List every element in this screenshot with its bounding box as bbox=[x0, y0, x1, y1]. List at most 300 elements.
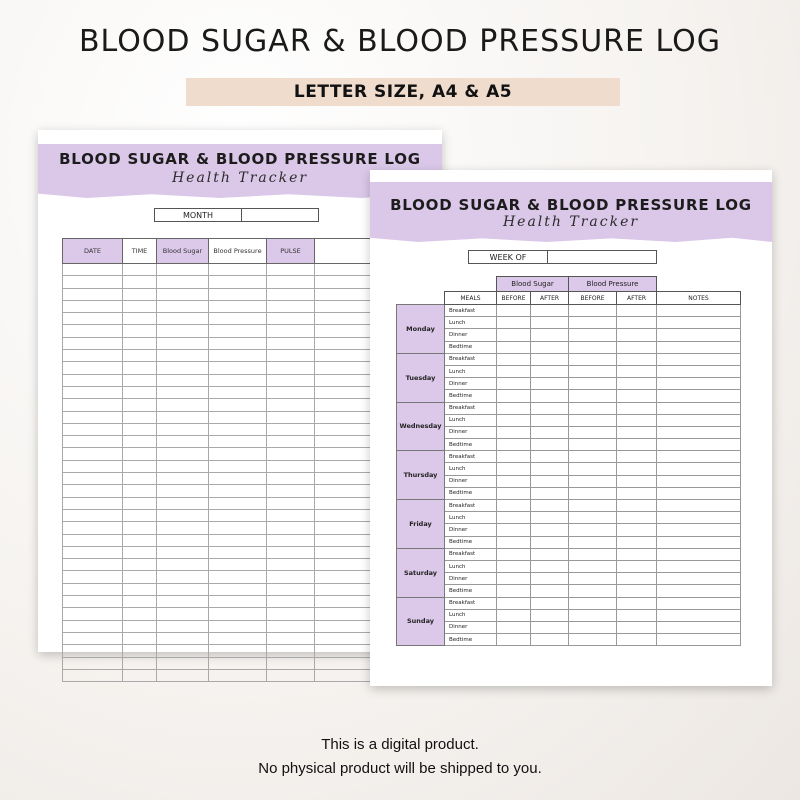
empty-cell bbox=[209, 337, 267, 349]
empty-cell bbox=[617, 560, 657, 572]
day-label: Sunday bbox=[397, 597, 445, 646]
empty-cell bbox=[497, 329, 531, 341]
empty-cell bbox=[123, 350, 157, 362]
table-row bbox=[397, 573, 741, 585]
empty-cell bbox=[267, 571, 315, 583]
empty-cell bbox=[63, 374, 123, 386]
empty-cell bbox=[157, 337, 209, 349]
empty-cell bbox=[63, 276, 123, 288]
table-row bbox=[397, 487, 741, 499]
table-row bbox=[397, 463, 741, 475]
empty-cell bbox=[63, 522, 123, 534]
table-row bbox=[397, 560, 741, 572]
empty-cell bbox=[63, 448, 123, 460]
empty-cell bbox=[63, 386, 123, 398]
empty-cell bbox=[209, 546, 267, 558]
empty-cell bbox=[123, 473, 157, 485]
empty-cell bbox=[209, 608, 267, 620]
table-row bbox=[397, 500, 741, 512]
table-row bbox=[397, 353, 741, 365]
empty-cell bbox=[497, 621, 531, 633]
empty-cell bbox=[209, 399, 267, 411]
empty-cell bbox=[617, 439, 657, 451]
empty-cell bbox=[267, 522, 315, 534]
empty-cell bbox=[63, 485, 123, 497]
empty-cell bbox=[123, 374, 157, 386]
empty-cell bbox=[123, 448, 157, 460]
empty-cell bbox=[63, 473, 123, 485]
empty-cell bbox=[531, 451, 569, 463]
meal-label: Dinner bbox=[445, 621, 497, 633]
meal-label: Dinner bbox=[445, 378, 497, 390]
empty-cell bbox=[209, 276, 267, 288]
empty-cell bbox=[209, 362, 267, 374]
empty-cell bbox=[209, 596, 267, 608]
empty-cell bbox=[657, 475, 741, 487]
empty-cell bbox=[267, 411, 315, 423]
empty-cell bbox=[267, 448, 315, 460]
table-row bbox=[397, 609, 741, 621]
empty-cell bbox=[267, 534, 315, 546]
main-title: BLOOD SUGAR & BLOOD PRESSURE LOG bbox=[78, 24, 722, 59]
empty-cell bbox=[267, 608, 315, 620]
empty-cell bbox=[209, 620, 267, 632]
empty-cell bbox=[157, 620, 209, 632]
empty-cell bbox=[617, 487, 657, 499]
column-header: BEFORE bbox=[569, 292, 617, 305]
empty-cell bbox=[531, 341, 569, 353]
empty-cell bbox=[157, 264, 209, 276]
empty-cell bbox=[617, 548, 657, 560]
empty-cell bbox=[123, 497, 157, 509]
empty-cell bbox=[497, 487, 531, 499]
empty-cell bbox=[657, 341, 741, 353]
empty-cell bbox=[209, 460, 267, 472]
empty-cell bbox=[123, 362, 157, 374]
empty-cell bbox=[267, 276, 315, 288]
empty-cell bbox=[497, 560, 531, 572]
empty-cell bbox=[569, 609, 617, 621]
empty-cell bbox=[569, 597, 617, 609]
month-label: MONTH bbox=[154, 208, 242, 222]
empty-cell bbox=[657, 463, 741, 475]
empty-cell bbox=[267, 362, 315, 374]
empty-cell bbox=[617, 451, 657, 463]
blood-pressure-group-header: Blood Pressure bbox=[569, 277, 657, 292]
empty-cell bbox=[497, 512, 531, 524]
empty-cell bbox=[531, 365, 569, 377]
column-header-row bbox=[397, 292, 741, 305]
empty-cell bbox=[569, 402, 617, 414]
empty-cell bbox=[123, 485, 157, 497]
empty-cell bbox=[617, 536, 657, 548]
empty-cell bbox=[657, 317, 741, 329]
empty-cell bbox=[157, 386, 209, 398]
empty-cell bbox=[617, 402, 657, 414]
meal-label: Bedtime bbox=[445, 634, 497, 646]
empty-cell bbox=[157, 571, 209, 583]
empty-cell bbox=[569, 451, 617, 463]
day-label: Thursday bbox=[397, 451, 445, 500]
empty-cell bbox=[209, 583, 267, 595]
meal-label: Dinner bbox=[445, 426, 497, 438]
empty-cell bbox=[267, 509, 315, 521]
empty-cell bbox=[157, 632, 209, 644]
empty-cell bbox=[531, 475, 569, 487]
table-row bbox=[397, 548, 741, 560]
empty-cell bbox=[157, 534, 209, 546]
empty-cell bbox=[617, 512, 657, 524]
empty-cell bbox=[157, 596, 209, 608]
empty-cell bbox=[267, 559, 315, 571]
empty-cell bbox=[531, 560, 569, 572]
meal-label: Dinner bbox=[445, 573, 497, 585]
empty-cell bbox=[63, 411, 123, 423]
empty-cell bbox=[497, 463, 531, 475]
empty-cell bbox=[123, 436, 157, 448]
blood-sugar-group-header: Blood Sugar bbox=[497, 277, 569, 292]
empty-cell bbox=[267, 399, 315, 411]
meal-label: Breakfast bbox=[445, 451, 497, 463]
empty-cell bbox=[267, 423, 315, 435]
empty-cell bbox=[267, 632, 315, 644]
empty-cell bbox=[157, 288, 209, 300]
week-field bbox=[468, 250, 657, 264]
empty-cell bbox=[617, 353, 657, 365]
meal-label: Bedtime bbox=[445, 390, 497, 402]
sheet-subtitle: Health Tracker bbox=[171, 170, 309, 186]
empty-cell bbox=[123, 509, 157, 521]
empty-cell bbox=[63, 497, 123, 509]
empty-cell bbox=[157, 276, 209, 288]
table-row bbox=[397, 451, 741, 463]
empty-cell bbox=[569, 305, 617, 317]
meal-label: Bedtime bbox=[445, 487, 497, 499]
empty-cell bbox=[63, 288, 123, 300]
empty-cell bbox=[63, 436, 123, 448]
empty-cell bbox=[531, 512, 569, 524]
empty-cell bbox=[657, 609, 741, 621]
empty-cell bbox=[209, 300, 267, 312]
empty-cell bbox=[63, 620, 123, 632]
empty-cell bbox=[123, 546, 157, 558]
empty-cell bbox=[123, 559, 157, 571]
day-label: Wednesday bbox=[397, 402, 445, 451]
empty-cell bbox=[569, 548, 617, 560]
empty-cell bbox=[63, 509, 123, 521]
sheet-subtitle: Health Tracker bbox=[502, 214, 640, 230]
empty-cell bbox=[157, 669, 209, 681]
empty-cell bbox=[63, 608, 123, 620]
empty-cell bbox=[657, 426, 741, 438]
empty-cell bbox=[267, 473, 315, 485]
column-header: DATE bbox=[63, 239, 123, 264]
table-row bbox=[397, 390, 741, 402]
empty-cell bbox=[497, 536, 531, 548]
empty-cell bbox=[617, 524, 657, 536]
day-label: Monday bbox=[397, 305, 445, 354]
empty-cell bbox=[617, 463, 657, 475]
meal-label: Breakfast bbox=[445, 402, 497, 414]
empty-cell bbox=[209, 374, 267, 386]
table-row bbox=[397, 317, 741, 329]
empty-cell bbox=[209, 559, 267, 571]
empty-cell bbox=[497, 378, 531, 390]
empty-cell bbox=[63, 632, 123, 644]
empty-cell bbox=[569, 378, 617, 390]
empty-cell bbox=[617, 609, 657, 621]
meal-label: Lunch bbox=[445, 609, 497, 621]
empty-cell bbox=[209, 423, 267, 435]
empty-cell bbox=[209, 411, 267, 423]
table-row bbox=[397, 378, 741, 390]
meal-label: Dinner bbox=[445, 475, 497, 487]
empty-cell bbox=[267, 485, 315, 497]
empty-cell bbox=[267, 460, 315, 472]
day-label: Friday bbox=[397, 500, 445, 549]
empty-cell bbox=[617, 634, 657, 646]
meal-label: Lunch bbox=[445, 560, 497, 572]
column-header: Blood Sugar bbox=[157, 239, 209, 264]
empty-cell bbox=[569, 414, 617, 426]
empty-cell bbox=[123, 534, 157, 546]
empty-cell bbox=[657, 585, 741, 597]
empty-cell bbox=[123, 460, 157, 472]
empty-cell bbox=[267, 374, 315, 386]
empty-cell bbox=[617, 426, 657, 438]
empty-cell bbox=[123, 300, 157, 312]
meal-label: Lunch bbox=[445, 414, 497, 426]
empty-cell bbox=[63, 337, 123, 349]
empty-cell bbox=[657, 353, 741, 365]
sheet-title: BLOOD SUGAR & BLOOD PRESSURE LOG bbox=[59, 150, 421, 168]
empty-cell bbox=[209, 657, 267, 669]
empty-cell bbox=[123, 264, 157, 276]
empty-cell bbox=[123, 411, 157, 423]
empty-cell bbox=[497, 500, 531, 512]
empty-cell bbox=[157, 300, 209, 312]
column-header: BEFORE bbox=[497, 292, 531, 305]
empty-cell bbox=[497, 451, 531, 463]
empty-cell bbox=[209, 313, 267, 325]
empty-cell bbox=[123, 325, 157, 337]
empty-cell bbox=[123, 620, 157, 632]
empty-cell bbox=[531, 548, 569, 560]
empty-cell bbox=[157, 313, 209, 325]
empty-cell bbox=[657, 402, 741, 414]
empty-cell bbox=[209, 386, 267, 398]
empty-cell bbox=[157, 522, 209, 534]
empty-cell bbox=[657, 621, 741, 633]
empty-cell bbox=[531, 378, 569, 390]
empty-cell bbox=[209, 509, 267, 521]
empty-cell bbox=[497, 609, 531, 621]
empty-cell bbox=[657, 451, 741, 463]
table-row bbox=[397, 475, 741, 487]
empty-cell bbox=[267, 264, 315, 276]
empty-cell bbox=[657, 573, 741, 585]
empty-cell bbox=[123, 288, 157, 300]
empty-cell bbox=[531, 390, 569, 402]
empty-cell bbox=[531, 487, 569, 499]
empty-cell bbox=[267, 325, 315, 337]
empty-cell bbox=[63, 460, 123, 472]
table-row bbox=[397, 597, 741, 609]
empty-cell bbox=[531, 573, 569, 585]
empty-cell bbox=[531, 402, 569, 414]
column-header: AFTER bbox=[617, 292, 657, 305]
empty-cell bbox=[267, 313, 315, 325]
empty-cell bbox=[267, 288, 315, 300]
meal-label: Breakfast bbox=[445, 548, 497, 560]
empty-cell bbox=[617, 500, 657, 512]
empty-cell bbox=[657, 378, 741, 390]
table-row bbox=[397, 426, 741, 438]
meal-label: Lunch bbox=[445, 463, 497, 475]
table-row bbox=[397, 524, 741, 536]
empty-cell bbox=[497, 573, 531, 585]
empty-cell bbox=[497, 353, 531, 365]
empty-cell bbox=[497, 390, 531, 402]
table-row bbox=[397, 634, 741, 646]
meal-label: Dinner bbox=[445, 329, 497, 341]
empty-cell bbox=[617, 305, 657, 317]
empty-cell bbox=[531, 500, 569, 512]
empty-cell bbox=[569, 439, 617, 451]
empty-cell bbox=[617, 390, 657, 402]
empty-cell bbox=[63, 657, 123, 669]
empty-cell bbox=[209, 350, 267, 362]
empty-cell bbox=[123, 583, 157, 595]
empty-cell bbox=[267, 386, 315, 398]
empty-cell bbox=[531, 463, 569, 475]
meal-label: Breakfast bbox=[445, 305, 497, 317]
table-row bbox=[397, 341, 741, 353]
empty-cell bbox=[209, 288, 267, 300]
empty-cell bbox=[63, 546, 123, 558]
empty-cell bbox=[569, 585, 617, 597]
meal-label: Breakfast bbox=[445, 500, 497, 512]
empty-cell bbox=[617, 365, 657, 377]
empty-cell bbox=[657, 329, 741, 341]
empty-cell bbox=[531, 536, 569, 548]
meal-label: Bedtime bbox=[445, 439, 497, 451]
empty-cell bbox=[497, 317, 531, 329]
empty-cell bbox=[569, 475, 617, 487]
empty-cell bbox=[267, 337, 315, 349]
empty-cell bbox=[63, 350, 123, 362]
empty-cell bbox=[657, 536, 741, 548]
column-header: AFTER bbox=[531, 292, 569, 305]
meal-label: Bedtime bbox=[445, 341, 497, 353]
empty-cell bbox=[267, 497, 315, 509]
empty-cell bbox=[531, 621, 569, 633]
empty-cell bbox=[209, 448, 267, 460]
meal-label: Bedtime bbox=[445, 585, 497, 597]
empty-cell bbox=[63, 313, 123, 325]
table-row bbox=[397, 329, 741, 341]
subtitle-band bbox=[186, 78, 620, 106]
empty-cell bbox=[569, 317, 617, 329]
meal-label: Dinner bbox=[445, 524, 497, 536]
meal-label: Lunch bbox=[445, 512, 497, 524]
empty-cell bbox=[497, 597, 531, 609]
empty-cell bbox=[123, 399, 157, 411]
empty-cell bbox=[63, 423, 123, 435]
empty-cell bbox=[657, 500, 741, 512]
empty-cell bbox=[123, 337, 157, 349]
empty-cell bbox=[569, 329, 617, 341]
subtitle-text: LETTER SIZE, A4 & A5 bbox=[293, 82, 513, 102]
table-row bbox=[397, 414, 741, 426]
empty-cell bbox=[267, 669, 315, 681]
empty-cell bbox=[617, 317, 657, 329]
footer-line-2: No physical product will be shipped to you. bbox=[258, 760, 542, 777]
empty-cell bbox=[531, 426, 569, 438]
empty-cell bbox=[569, 365, 617, 377]
empty-cell bbox=[157, 374, 209, 386]
empty-cell bbox=[267, 620, 315, 632]
empty-cell bbox=[123, 423, 157, 435]
empty-cell bbox=[157, 509, 209, 521]
empty-cell bbox=[267, 583, 315, 595]
empty-cell bbox=[531, 597, 569, 609]
empty-cell bbox=[157, 583, 209, 595]
column-header: Blood Pressure bbox=[209, 239, 267, 264]
footer-line-1: This is a digital product. bbox=[321, 736, 479, 753]
column-header: NOTES bbox=[657, 292, 741, 305]
empty-cell bbox=[267, 657, 315, 669]
empty-cell bbox=[157, 657, 209, 669]
empty-cell bbox=[617, 475, 657, 487]
empty-cell bbox=[63, 559, 123, 571]
empty-cell bbox=[657, 560, 741, 572]
empty-cell bbox=[267, 350, 315, 362]
column-header: MEALS bbox=[445, 292, 497, 305]
empty-cell bbox=[123, 596, 157, 608]
empty-cell bbox=[569, 573, 617, 585]
empty-cell bbox=[569, 634, 617, 646]
empty-cell bbox=[657, 548, 741, 560]
table-row bbox=[397, 585, 741, 597]
empty-cell bbox=[569, 390, 617, 402]
empty-cell bbox=[123, 276, 157, 288]
empty-cell bbox=[497, 524, 531, 536]
empty-cell bbox=[617, 341, 657, 353]
meal-label: Bedtime bbox=[445, 536, 497, 548]
table-row bbox=[397, 439, 741, 451]
empty-cell bbox=[157, 645, 209, 657]
empty-cell bbox=[63, 399, 123, 411]
empty-cell bbox=[63, 362, 123, 374]
empty-cell bbox=[569, 353, 617, 365]
empty-cell bbox=[63, 325, 123, 337]
sheet-title: BLOOD SUGAR & BLOOD PRESSURE LOG bbox=[390, 196, 752, 214]
empty-cell bbox=[497, 402, 531, 414]
empty-cell bbox=[209, 645, 267, 657]
empty-cell bbox=[63, 300, 123, 312]
meal-label: Breakfast bbox=[445, 597, 497, 609]
empty-cell bbox=[497, 634, 531, 646]
empty-cell bbox=[657, 524, 741, 536]
day-label: Tuesday bbox=[397, 353, 445, 402]
empty-cell bbox=[157, 325, 209, 337]
weekly-log-sheet bbox=[370, 170, 772, 686]
empty-cell bbox=[267, 436, 315, 448]
empty-cell bbox=[157, 485, 209, 497]
empty-cell bbox=[497, 414, 531, 426]
empty-cell bbox=[209, 669, 267, 681]
